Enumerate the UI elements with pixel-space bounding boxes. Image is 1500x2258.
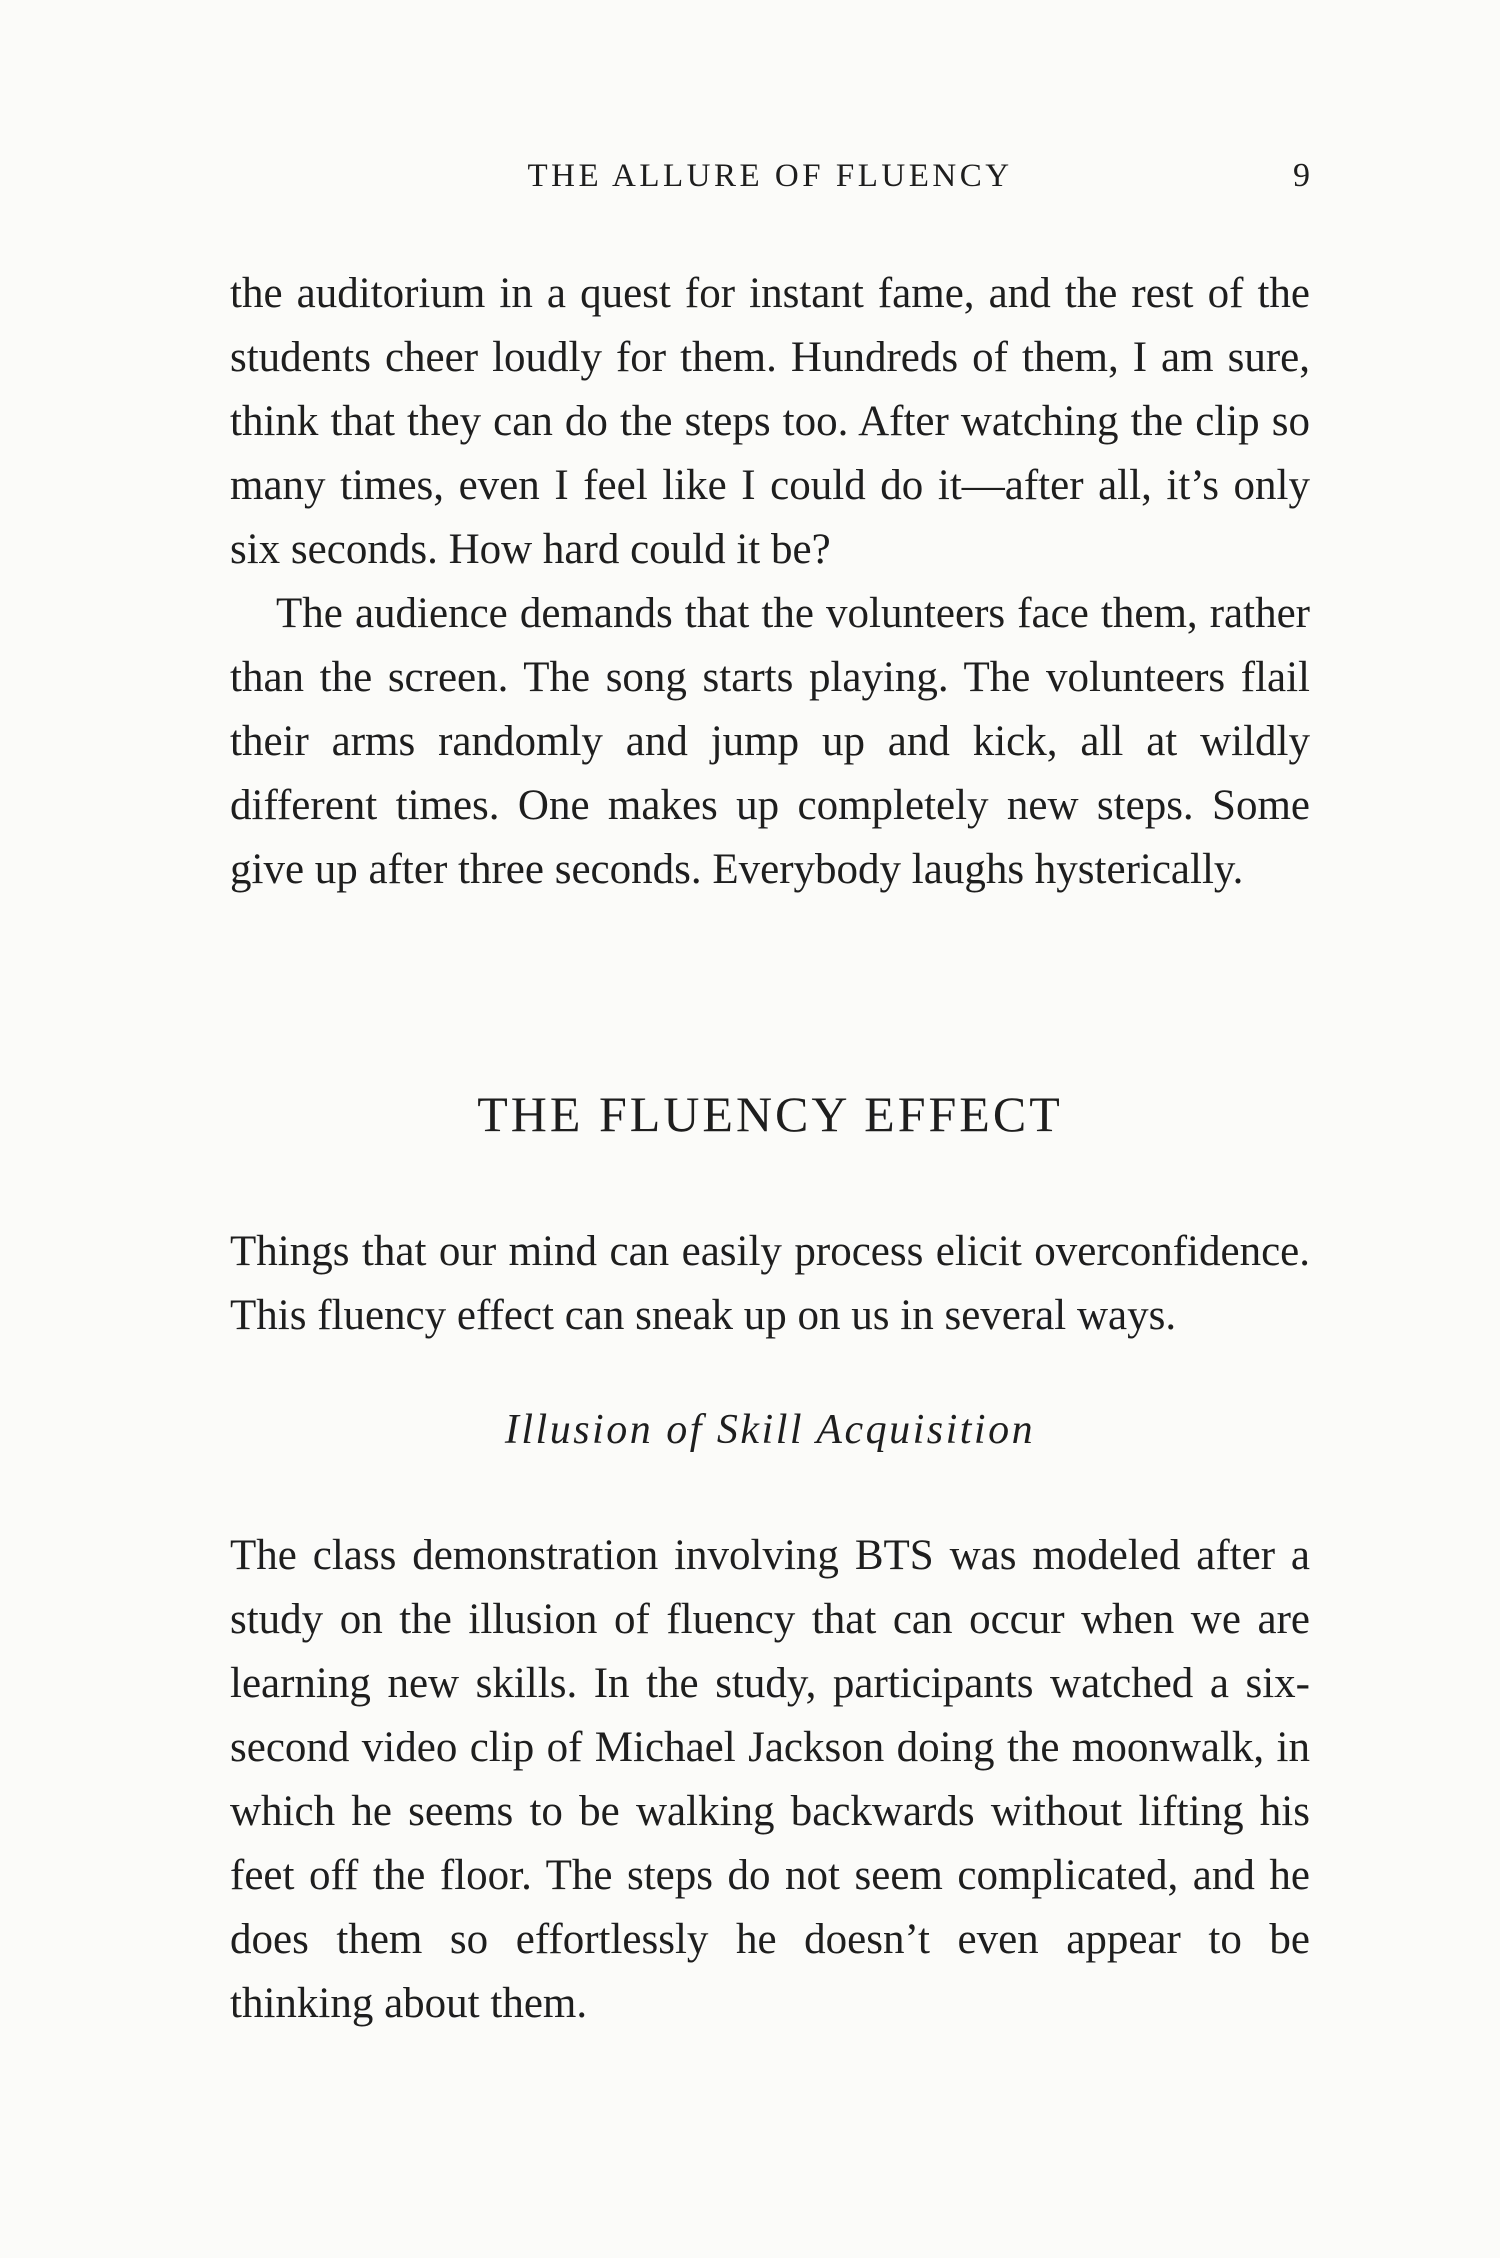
section-intro [230, 1220, 1310, 1348]
paragraph-continuation: the auditorium in a quest for instant fame, and the rest of the students cheer loudly for them. Hundreds of them, I am sure, think that they can do the steps too. After watching the clip so many times, even I feel like I could do it—after all, it’s only six seconds. How hard could it be? [230, 270, 1310, 573]
paragraph-moonwalk-study: The class demonstration involving BTS was modeled after a study on the illusion of fluency that can occur when we are learning new skills. In the study, participants watched a six-second video clip of Michael Jackson doing the moonwalk, in which he seems to be walking backwards without lifting his feet off the floor. The steps do not seem complicated, and he does them so effortlessly he doesn’t even appear to be thinking about them. [230, 1532, 1310, 2027]
subsection-text [230, 1524, 1310, 2036]
continuation-text [230, 262, 1310, 902]
subsection-heading: Illusion of Skill Acquisition [504, 1407, 1036, 1453]
paragraph-fluency-intro: Things that our mind can easily process elicit overconfidence. This fluency effect can sneak up on us in several ways. [230, 1228, 1310, 1339]
section-heading: THE FLUENCY EFFECT [477, 1086, 1063, 1142]
running-head [230, 152, 1310, 200]
page-number: 9 [1293, 157, 1310, 194]
running-title: THE ALLURE OF FLUENCY [527, 158, 1013, 194]
paragraph-volunteers: The audience demands that the volunteers face them, rather than the screen. The song starts playing. The volunteers flail their arms randomly and jump up and kick, all at wildly different times. One makes up completely new steps. Some give up after three seconds. Everybody laughs hysterically. [230, 590, 1310, 893]
